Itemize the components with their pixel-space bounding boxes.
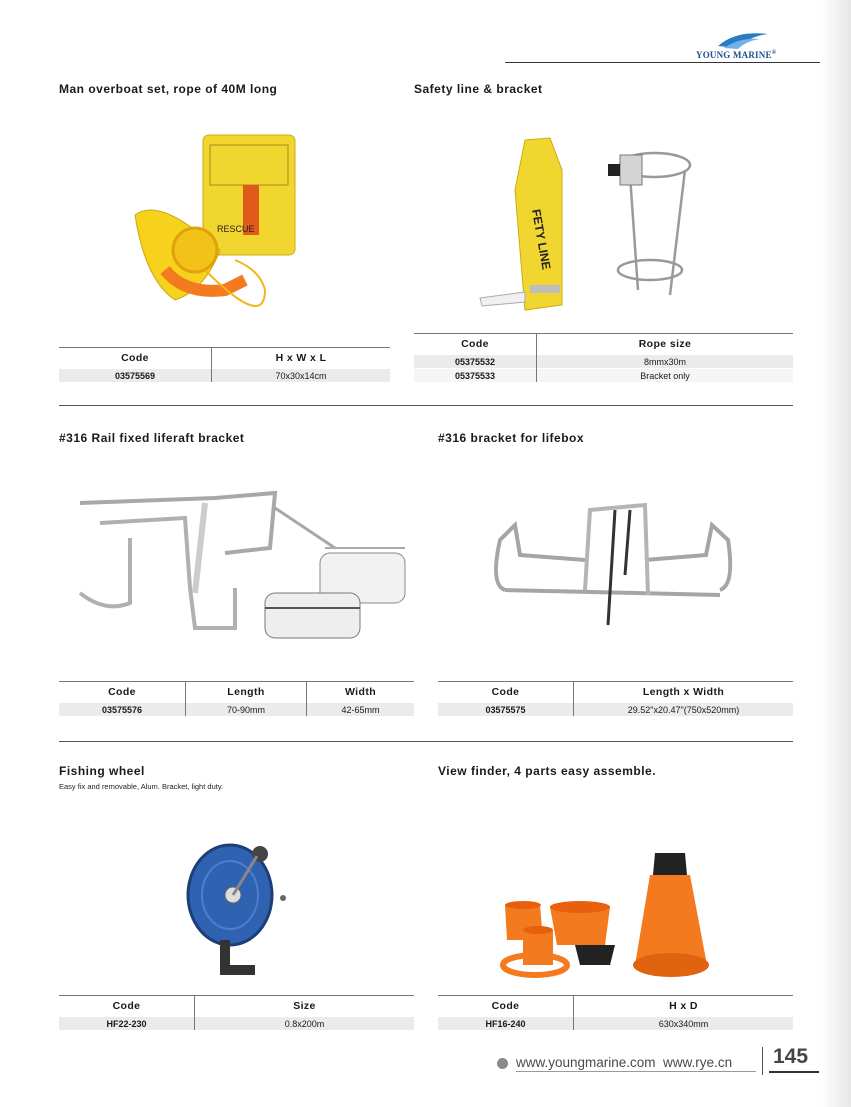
page-number: 145 xyxy=(773,1045,809,1068)
spec-table-liferaft-bracket xyxy=(59,681,414,716)
table-cell-code: 03575575 xyxy=(438,703,574,717)
page-edge-shadow xyxy=(821,0,851,1107)
liferaft-bracket-icon xyxy=(75,478,415,643)
section-title-view-finder: View finder, 4 parts easy assemble. xyxy=(438,764,657,778)
table-header: Code xyxy=(438,996,574,1017)
rescue-bag-icon xyxy=(125,130,305,325)
table-cell-code: 05375532 xyxy=(414,355,537,369)
table-cell-code: 03575569 xyxy=(59,369,212,383)
fishing-wheel-icon xyxy=(185,840,300,985)
section-title-fishing-wheel: Fishing wheel xyxy=(59,764,145,778)
table-header: Code xyxy=(414,334,537,355)
section-divider xyxy=(59,405,793,406)
table-cell: 29.52"x20.47"(750x520mm) xyxy=(574,703,794,717)
page-number-underline xyxy=(769,1071,819,1073)
section-title-lifebox-bracket: #316 bracket for lifebox xyxy=(438,431,585,445)
brand-name: YOUNG MARINE® xyxy=(696,50,777,60)
header-rule xyxy=(505,62,820,63)
spec-table-safety-line xyxy=(414,333,793,382)
table-cell: Bracket only xyxy=(537,369,794,383)
table-header: H x D xyxy=(574,996,794,1017)
table-header: Code xyxy=(59,348,212,369)
table-header: Length xyxy=(186,682,307,703)
lifebox-bracket-icon xyxy=(490,495,735,635)
spec-table-view-finder xyxy=(438,995,793,1030)
view-finder-icon xyxy=(495,845,720,985)
table-cell: 42-65mm xyxy=(307,703,415,717)
spec-table-fishing-wheel xyxy=(59,995,414,1030)
table-cell: 630x340mm xyxy=(574,1017,794,1031)
spec-table-man-overboard xyxy=(59,347,390,382)
spec-table-lifebox-bracket xyxy=(438,681,793,716)
table-header: H x W x L xyxy=(212,348,391,369)
table-cell-code: 05375533 xyxy=(414,369,537,383)
table-header: Code xyxy=(59,996,195,1017)
table-header: Size xyxy=(195,996,415,1017)
globe-icon xyxy=(497,1058,508,1069)
brand-logo xyxy=(690,28,790,62)
table-cell: 70x30x14cm xyxy=(212,369,391,383)
section-divider xyxy=(59,741,793,742)
section-title-man-overboard: Man overboat set, rope of 40M long xyxy=(59,82,278,96)
footer-divider xyxy=(762,1047,763,1075)
table-cell: 8mmx30m xyxy=(537,355,794,369)
table-cell-code: 03575576 xyxy=(59,703,186,717)
table-header: Code xyxy=(438,682,574,703)
table-header: Rope size xyxy=(537,334,794,355)
svg-text:FETY LINE: FETY LINE xyxy=(529,208,554,271)
section-subtitle-fishing-wheel: Easy fix and removable, Alum. Bracket, light duty. xyxy=(59,782,224,791)
section-title-liferaft-bracket: #316 Rail fixed liferaft bracket xyxy=(59,431,245,445)
table-header: Width xyxy=(307,682,415,703)
table-cell: 70-90mm xyxy=(186,703,307,717)
section-title-safety-line: Safety line & bracket xyxy=(414,82,543,96)
safety-line-bracket-icon xyxy=(470,130,700,320)
table-cell: 0.8x200m xyxy=(195,1017,415,1031)
table-header: Length x Width xyxy=(574,682,794,703)
footer-underline xyxy=(516,1071,756,1072)
table-header: Code xyxy=(59,682,186,703)
footer-url[interactable]: www.youngmarine.com www.rye.cn xyxy=(516,1055,733,1070)
table-cell-code: HF22-230 xyxy=(59,1017,195,1031)
svg-text:RESCUE: RESCUE xyxy=(217,224,255,234)
table-cell-code: HF16-240 xyxy=(438,1017,574,1031)
brand-wave-icon xyxy=(716,28,770,50)
